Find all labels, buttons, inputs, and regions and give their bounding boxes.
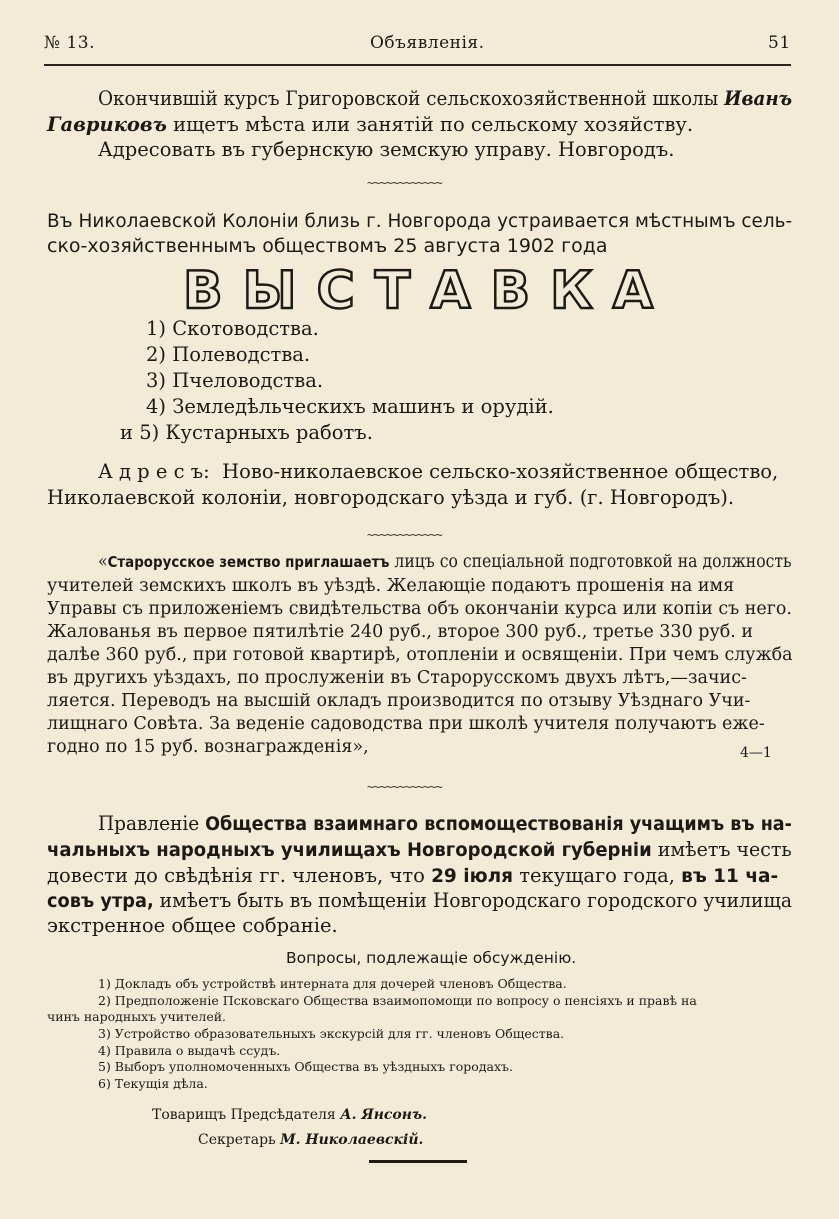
divider-2: ~~~~~~~~~~~~ <box>367 528 442 542</box>
address-label: А д р е с ъ: <box>98 460 210 483</box>
question-item: 4) Правила о выдачѣ ссудъ. <box>98 1043 281 1058</box>
ad3-line-last: годно по 15 руб. вознагражденія», <box>47 737 369 757</box>
list-item <box>146 343 310 366</box>
signature-secretary <box>198 1132 423 1148</box>
page-number: 51 <box>768 33 791 53</box>
ad1-name-first: Иванъ <box>724 87 793 110</box>
title-letter: А <box>612 261 653 321</box>
end-rule <box>369 1160 467 1163</box>
address-text: Ново-николаевское сельско-хозяйственное общество, <box>222 460 779 483</box>
item-number: 1) <box>146 317 167 340</box>
ad1-line1 <box>98 87 792 110</box>
title-letter: А <box>430 261 471 321</box>
question-item: 1) Докладъ объ устройствѣ интерната для дочерей членовъ Общества. <box>98 976 567 991</box>
ad4-line4 <box>47 889 792 912</box>
ad4-line3 <box>47 864 778 887</box>
signature-name: А. Янсонъ. <box>340 1107 428 1123</box>
header-rule <box>44 64 791 66</box>
address-line2: Николаевской колоніи, новгородскаго уѣзда и губ. (г. Новгородъ). <box>47 486 735 509</box>
item-text: Кустарныхъ работъ. <box>165 421 373 444</box>
question-item: 2) Предположеніе Псковскаго Общества взаимопомощи по вопросу о пенсіяхъ и правѣ на <box>98 993 697 1008</box>
signature-role: Товарищъ Предсѣдателя <box>152 1107 341 1123</box>
ad4-text: Правленіе <box>98 812 206 835</box>
ad3-line: учителей земскихъ школъ въ уѣздѣ. Желающіе подаютъ прошенія на имя <box>47 576 735 596</box>
ad4-date: 29 іюля <box>431 866 514 887</box>
ad4-time-2: совъ утра, <box>47 891 154 912</box>
list-item <box>146 395 554 418</box>
ad3-text: лицъ со спеціальной подготовкой на должность <box>389 552 792 572</box>
title-letter: Ы <box>242 261 297 321</box>
ad4-line5: экстренное общее собраніе. <box>47 914 338 937</box>
question-item: 3) Устройство образовательныхъ экскурсій для гг. членовъ Общества. <box>98 1026 565 1041</box>
ad3-note: 4—1 <box>740 745 772 761</box>
ad4-time: въ 11 ча- <box>681 866 779 887</box>
item-number: 3) <box>146 369 167 392</box>
item-text: Скотоводства. <box>172 317 319 340</box>
title-letter: Т <box>374 261 411 321</box>
signature-role: Секретарь <box>198 1132 281 1148</box>
question-item: 6) Текущія дѣла. <box>98 1076 208 1091</box>
signature-deputy <box>152 1107 427 1123</box>
ad2-line1: Въ Николаевской Колоніи близь г. Новгорода устраивается мѣстнымъ сель- <box>47 210 793 232</box>
ad3-line: лищнаго Совѣта. За веденіе садоводства при школѣ учителя получаютъ еже- <box>47 714 765 734</box>
list-item <box>146 317 319 340</box>
exhibition-title <box>183 261 653 321</box>
divider-1: ~~~~~~~~~~~~ <box>367 176 442 190</box>
title-letter: С <box>316 261 355 321</box>
item-number: и 5) <box>120 421 160 444</box>
issue-number: № 13. <box>44 33 96 53</box>
ad1-text: Окончившій курсъ Григоровской сельскохозяйственной школы <box>98 87 725 110</box>
ad2-line2: ско-хозяйственнымъ обществомъ 25 августа 1902 года <box>47 235 608 257</box>
item-number: 4) <box>146 395 167 418</box>
ad4-line2 <box>47 838 792 861</box>
ad4-society-2: чальныхъ народныхъ училищахъ Новгородской губерніи <box>47 840 652 861</box>
ad1-line2 <box>47 113 693 136</box>
list-item <box>120 421 373 444</box>
item-text: Пчеловодства. <box>172 369 324 392</box>
ad4-society: Общества взаимнаго вспомоществованія учащимъ въ на- <box>205 814 792 835</box>
question-item-cont: чинъ народныхъ учителей. <box>47 1009 227 1024</box>
title-letter: К <box>550 261 593 321</box>
item-text: Земледѣльческихъ машинъ и орудій. <box>172 395 554 418</box>
ad3-line: Жалованья въ первое пятилѣтіе 240 руб., второе 300 руб., третье 330 руб. и <box>47 622 754 642</box>
ad3-line: ляется. Переводъ на высшій окладъ производится по отзыву Уѣзднаго Учи- <box>47 691 751 711</box>
title-letter: В <box>490 261 531 321</box>
address-line1 <box>98 460 778 483</box>
ad1-line3: Адресовать въ губернскую земскую управу. Новгородъ. <box>98 138 675 161</box>
ad1-name-last: Гавриковъ <box>47 113 167 136</box>
divider-3: ~~~~~~~~~~~~ <box>367 780 442 794</box>
signature-name: М. Николаевскій. <box>280 1132 424 1148</box>
ad4-text-3: довести до свѣдѣнія гг. членовъ, что <box>47 864 432 887</box>
questions-title: Вопросы, подлежащіе обсужденію. <box>286 949 577 967</box>
open-quote: « <box>98 552 108 572</box>
item-text: Полеводства. <box>172 343 311 366</box>
ad3-lead: Старорусское земство приглашаетъ <box>107 553 390 571</box>
list-item <box>146 369 323 392</box>
ad4-text-4: текущаго года, <box>513 864 682 887</box>
ad3-line: далѣе 360 руб., при готовой квартирѣ, отопленіи и освященіи. При чемъ служба <box>47 645 793 665</box>
section-title: Объявленія. <box>370 33 485 53</box>
item-number: 2) <box>146 343 167 366</box>
ad1-text-2: ищетъ мѣста или занятій по сельскому хозяйству. <box>166 113 694 136</box>
ad4-text-5: имѣетъ быть въ помѣщеніи Новгородскаго городского училища <box>153 889 793 912</box>
ad3-line-first <box>98 552 792 572</box>
ad4-text-2: имѣетъ честь <box>651 838 792 861</box>
title-letter: В <box>183 261 223 321</box>
ad3-line: Управы съ приложеніемъ свидѣтельства объ окончаніи курса или копіи съ него. <box>47 599 792 619</box>
ad4-line1 <box>98 812 792 835</box>
ad3-line: въ другихъ уѣздахъ, по прослуженіи въ Старорусскомъ двухъ лѣтъ,—зачис- <box>47 668 747 688</box>
question-item: 5) Выборъ уполномоченныхъ Общества въ уѣздныхъ городахъ. <box>98 1059 513 1074</box>
